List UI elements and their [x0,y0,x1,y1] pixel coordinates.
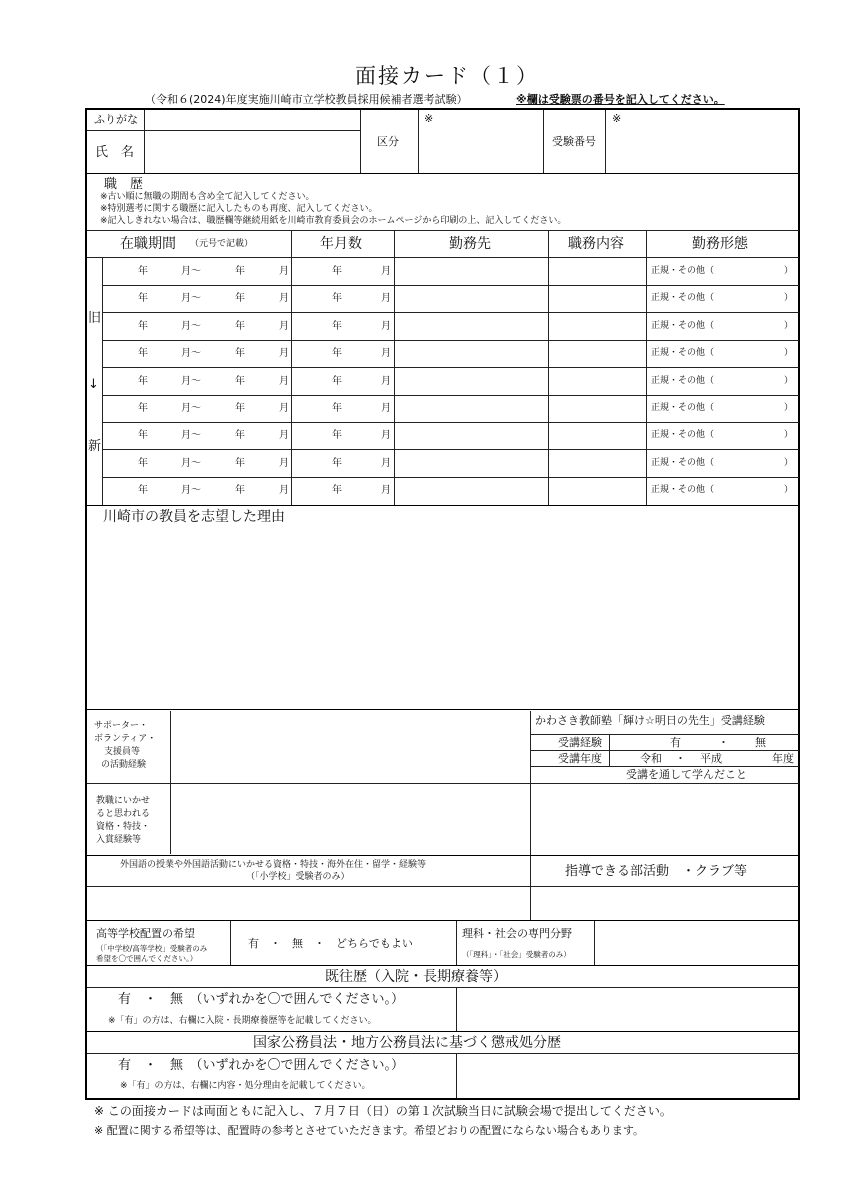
workplace-input[interactable] [396,424,546,447]
career-start-month: 月〜 [181,403,201,414]
employment-type-options[interactable]: 正規・その他（ [651,376,715,386]
career-start-year: 年 [138,266,148,277]
clubs-input[interactable] [532,888,797,918]
career-end-month: 月 [279,485,289,496]
duties-input[interactable] [550,479,644,502]
career-duration-year: 年 [332,266,342,277]
juku-year-suffix: 年度 [772,752,794,765]
juku-dot: ・ [718,736,729,749]
employment-type-options[interactable]: 正規・その他（ [651,348,715,358]
career-end-month: 月 [279,430,289,441]
medical-options[interactable]: 有 ・ 無 （いずれかを〇で囲んでください。） [118,992,405,1007]
workplace-input[interactable] [396,342,546,365]
career-start-year: 年 [138,458,148,469]
employment-type-close: ） [784,293,794,303]
employment-type-close: ） [784,266,794,276]
col-duties: 職務内容 [568,236,624,252]
qual-label-2: ると思われる [96,809,151,819]
career-note-3: ※記入しきれない場合は、職歴欄等継続用紙を川崎市教育委員会のホームページから印刷の上、記入してください。 [100,216,567,226]
career-start-month: 月〜 [181,348,201,359]
juku-learned-label: 受講を通して学んだこと [626,768,747,781]
col-employment-type: 勤務形態 [692,236,748,252]
order-arrow: ↓ [88,377,99,392]
career-duration-year: 年 [332,458,342,469]
workplace-input[interactable] [396,260,546,283]
page-title: 面接カード（１） [355,64,539,88]
discipline-options[interactable]: 有 ・ 無 （いずれかを〇で囲んでください。） [118,1058,405,1073]
career-start-month: 月〜 [181,458,201,469]
order-new: 新 [88,439,102,454]
employment-type-close: ） [784,458,794,468]
medical-note: ※「有」の方は、右欄に入院・長期療養歴等を記載してください。 [108,1016,377,1026]
career-end-year: 年 [235,458,245,469]
juku-title: かわさき教師塾「輝け☆明日の先生」受講経験 [535,714,765,727]
qualifications-input[interactable] [172,785,528,854]
career-heading: 職 歴 [104,177,144,192]
duties-input[interactable] [550,424,644,447]
specialty-note: （「理科」・「社会」受験者のみ） [462,950,571,959]
specialty-label: 理科・社会の専門分野 [462,927,572,940]
employment-type-options[interactable]: 正規・その他（ [651,321,715,331]
employment-type-close: ） [784,321,794,331]
medical-input[interactable] [458,988,797,1030]
career-end-year: 年 [235,348,245,359]
duties-input[interactable] [550,287,644,310]
page-note: ※欄は受験票の番号を記入してください。 [516,93,725,106]
career-row [0,340,848,367]
exam-number-mark: ※ [612,112,622,125]
workplace-input[interactable] [396,287,546,310]
career-start-year: 年 [138,403,148,414]
juku-no[interactable]: 無 [755,736,766,749]
career-note-2: ※特別選考に関する職歴に記入したものも再度、記入してください。 [100,204,378,214]
employment-type-options[interactable]: 正規・その他（ [651,293,715,303]
supporter-label-1: サポーター・ [94,721,149,731]
exam-number-input[interactable] [607,126,796,170]
duties-input[interactable] [550,315,644,338]
exam-number-label: 受験番号 [552,135,596,148]
career-duration-year: 年 [332,348,342,359]
career-end-year: 年 [235,266,245,277]
career-start-year: 年 [138,348,148,359]
workplace-input[interactable] [396,479,546,502]
col-period-note: （元号で記載） [190,239,254,249]
career-row [0,450,848,477]
career-start-year: 年 [138,293,148,304]
career-duration-year: 年 [332,376,342,387]
employment-type-options[interactable]: 正規・その他（ [651,485,715,495]
footer-line-2: ※ 配置に関する希望等は、配置時の参考とさせていただきます。希望どおりの配置にならない場合もあります。 [94,1124,644,1137]
qual-label-1: 教職にいかせ [96,796,151,806]
name-input[interactable] [146,132,358,172]
career-duration-month: 月 [381,321,391,332]
employment-type-options[interactable]: 正規・その他（ [651,430,715,440]
career-duration-month: 月 [381,293,391,304]
clubs-label: 指導できる部活動 ・クラブ等 [565,864,748,879]
career-end-year: 年 [235,293,245,304]
highschool-note-1: （「中学校/高等学校」受験者のみ [96,944,208,953]
motivation-label: 川崎市の教員を志望した理由 [103,509,285,525]
qual-label-4: 入賞経験等 [96,835,142,845]
career-start-year: 年 [138,430,148,441]
supporter-label-3: 支援員等 [104,747,141,757]
foreign-input[interactable] [89,888,528,918]
career-duration-year: 年 [332,321,342,332]
career-end-year: 年 [235,321,245,332]
workplace-input[interactable] [396,452,546,475]
qual-label-3: 資格・特技・ [96,822,151,832]
specialty-input[interactable] [596,922,797,964]
supporter-label-2: ボランティア・ [94,734,157,744]
career-note-1: ※古い順に無職の期間も含め全て記入してください。 [100,192,315,202]
furigana-label: ふりがな [94,113,138,126]
career-start-month: 月〜 [181,266,201,277]
career-start-month: 月〜 [181,376,201,387]
career-start-month: 月〜 [181,321,201,332]
employment-type-close: ） [784,403,794,413]
frame-top [85,108,799,110]
career-row [0,395,848,422]
career-duration-month: 月 [381,376,391,387]
employment-type-close: ） [784,348,794,358]
workplace-input[interactable] [396,370,546,393]
frame-bottom [85,1098,800,1100]
employment-type-options[interactable]: 正規・その他（ [651,266,715,276]
order-old: 旧 [88,311,102,326]
juku-era-reiwa[interactable]: 令和 [640,752,662,765]
employment-type-options[interactable]: 正規・その他（ [651,458,715,468]
supporter-label-4: の活動経験 [101,760,147,770]
career-start-year: 年 [138,321,148,332]
employment-type-close: ） [784,430,794,440]
furigana-input[interactable] [146,111,358,129]
career-end-month: 月 [279,293,289,304]
career-duration-year: 年 [332,403,342,414]
career-end-month: 月 [279,458,289,469]
juku-yes[interactable]: 有 [670,736,681,749]
career-row [0,422,848,449]
juku-experience-label: 受講経験 [558,736,602,749]
career-end-year: 年 [235,376,245,387]
career-start-month: 月〜 [181,430,201,441]
highschool-options[interactable]: 有 ・ 無 ・ どちらでもよい [248,937,413,950]
col-workplace: 勤務先 [449,236,491,252]
juku-era-dot: ・ [675,752,686,765]
employment-type-close: ） [784,376,794,386]
name-label: 氏 名 [95,145,135,160]
col-period: 在職期間 [120,236,176,252]
duties-input[interactable] [550,342,644,365]
juku-learned-input[interactable] [532,785,797,854]
employment-type-options[interactable]: 正規・その他（ [651,403,715,413]
category-mark: ※ [424,112,434,125]
footer-line-1: ※ この面接カードは両面ともに記入し、７月７日（日）の第１次試験当日に試験会場で提出してください。 [94,1104,672,1118]
career-start-month: 月〜 [181,293,201,304]
career-end-year: 年 [235,485,245,496]
career-end-month: 月 [279,348,289,359]
juku-year-label: 受講年度 [558,752,602,765]
career-duration-year: 年 [332,430,342,441]
career-row [0,258,848,285]
foreign-label: 外国語の授業や外国語活動にいかせる資格・特技・海外在住・留学・経験等 [120,860,427,870]
career-start-year: 年 [138,485,148,496]
career-duration-month: 月 [381,430,391,441]
motivation-input[interactable] [89,528,796,706]
highschool-note-2: 希望を〇で囲んでください。） [96,954,198,963]
category-label: 区分 [377,135,399,148]
supporter-input[interactable] [172,712,528,782]
career-end-year: 年 [235,403,245,414]
workplace-input[interactable] [396,315,546,338]
career-duration-year: 年 [332,293,342,304]
career-row [0,285,848,312]
discipline-input[interactable] [458,1054,797,1097]
career-duration-month: 月 [381,266,391,277]
duties-input[interactable] [550,397,644,420]
career-duration-year: 年 [332,485,342,496]
duties-input[interactable] [550,370,644,393]
category-input[interactable] [420,126,541,170]
discipline-note: ※「有」の方は、右欄に内容・処分理由を記載してください。 [120,1081,371,1091]
career-row [0,368,848,395]
career-duration-month: 月 [381,485,391,496]
career-end-month: 月 [279,376,289,387]
career-duration-month: 月 [381,403,391,414]
career-duration-month: 月 [381,458,391,469]
career-end-month: 月 [279,266,289,277]
discipline-heading: 国家公務員法・地方公務員法に基づく懲戒処分歴 [253,1035,561,1051]
career-end-month: 月 [279,403,289,414]
col-years: 年月数 [320,236,362,252]
duties-input[interactable] [550,260,644,283]
employment-type-close: ） [784,485,794,495]
career-row [0,477,848,504]
career-end-year: 年 [235,430,245,441]
foreign-sub: （「小学校」受験者のみ） [246,872,350,882]
highschool-label: 高等学校配置の希望 [96,927,195,940]
workplace-input[interactable] [396,397,546,420]
duties-input[interactable] [550,452,644,475]
career-duration-month: 月 [381,348,391,359]
career-row [0,313,848,340]
career-start-year: 年 [138,376,148,387]
medical-heading: 既往歴（入院・長期療養等） [325,969,507,985]
career-end-month: 月 [279,321,289,332]
juku-era-heisei[interactable]: 平成 [700,752,722,765]
career-start-month: 月〜 [181,485,201,496]
page-subtitle: （令和６(2024)年度実施川崎市立学校教員採用候補者選考試験） [145,93,468,106]
